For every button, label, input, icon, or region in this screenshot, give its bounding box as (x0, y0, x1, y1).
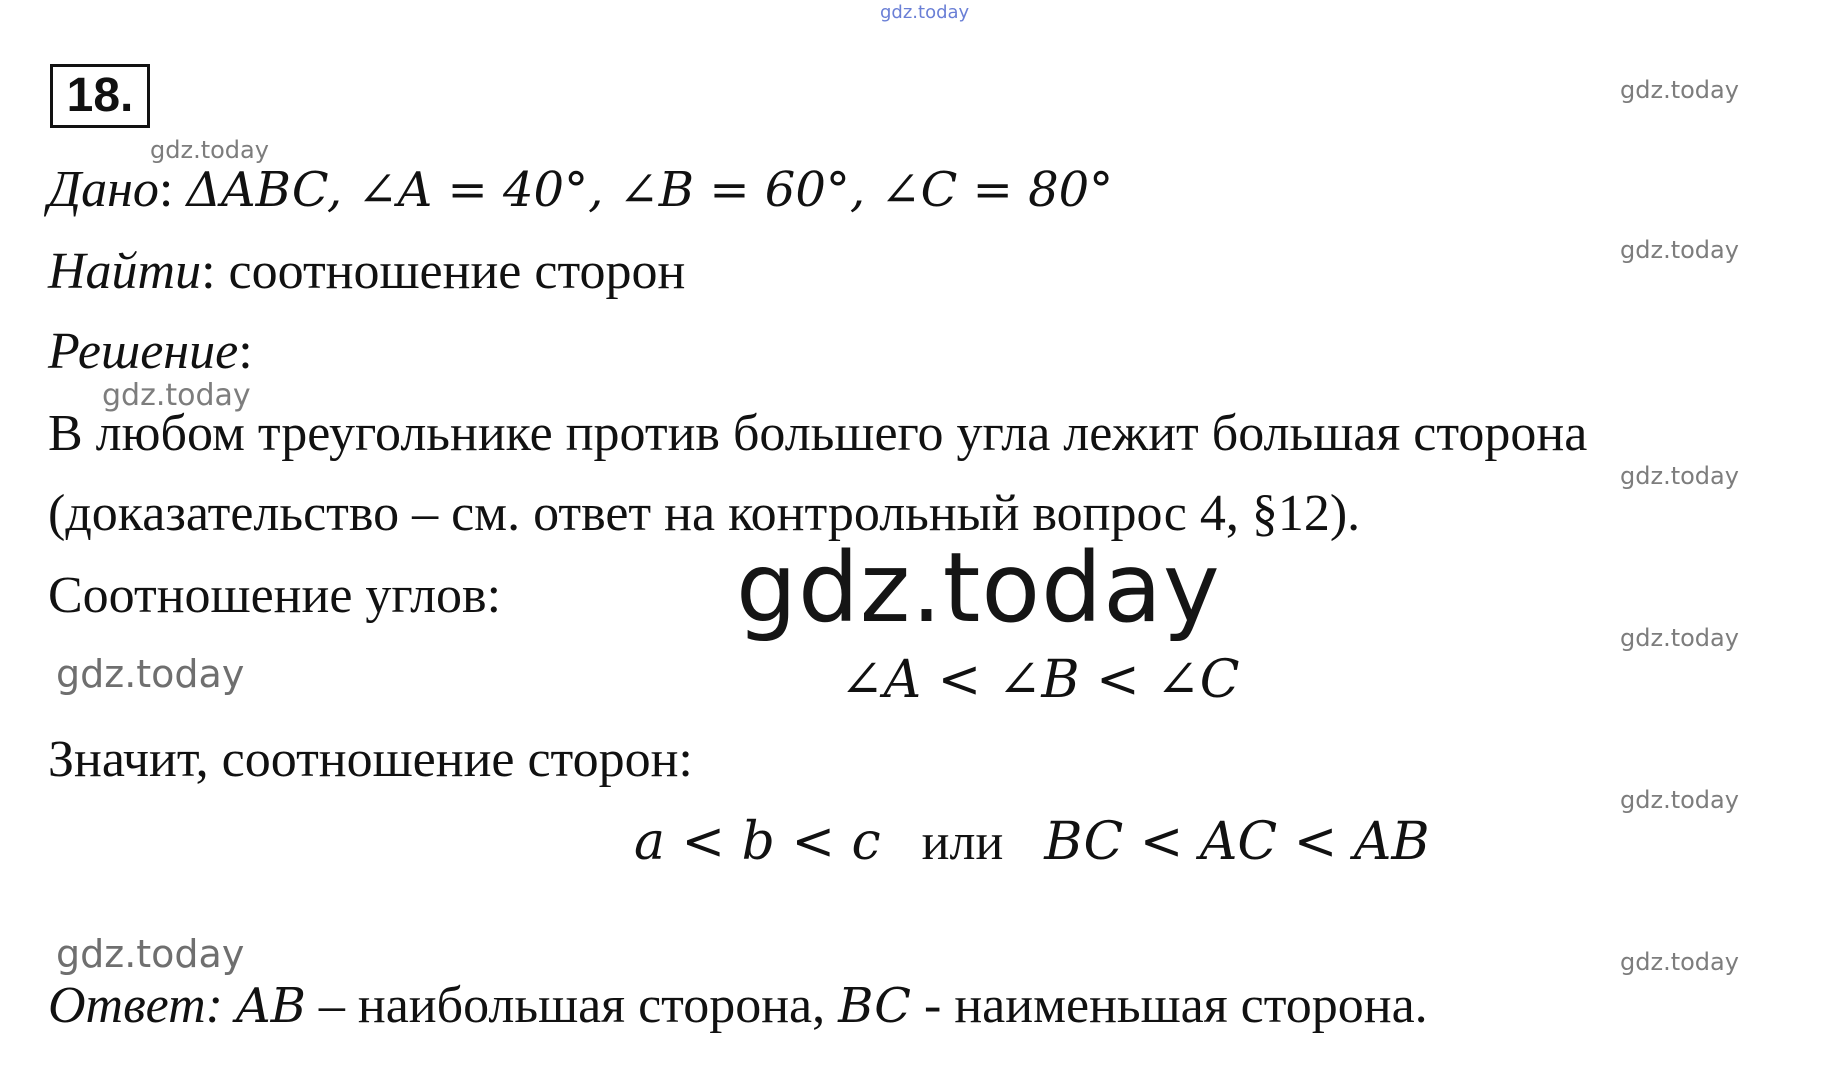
solution-label: Решение (48, 323, 239, 380)
watermark-right-1: gdz.today (1620, 76, 1739, 104)
watermark-right-5: gdz.today (1620, 786, 1739, 814)
answer-text-min: - наименьшая сторона. (911, 977, 1428, 1034)
angles-relation: ∠A < ∠B < ∠C (840, 650, 1240, 710)
answer-side-max: AB (235, 978, 306, 1034)
problem-number: 18. (50, 64, 150, 128)
sides-intro: Значит, соотношение сторон: (48, 731, 693, 788)
watermark-left-1: gdz.today (150, 136, 269, 164)
find-line (48, 242, 685, 302)
solution-separator: : (238, 323, 253, 380)
given-label: Дано (48, 161, 159, 218)
find-label: Найти (48, 243, 202, 300)
watermark-top: gdz.today (880, 2, 970, 23)
watermark-left-2: gdz.today (102, 378, 251, 413)
solution-paragraph-line-1: В любом треугольнике против большего угла лежит большая сторона (48, 405, 1588, 462)
answer-line (48, 976, 1428, 1036)
solution-paragraph-line-2: (доказательство – см. ответ на контрольный вопрос 4, §12). (48, 485, 1361, 542)
sides-relation-upper: BC < AC < AB (1044, 812, 1430, 872)
given-math: ΔABC, ∠A = 40°, ∠B = 60°, ∠C = 80° (186, 162, 1114, 218)
given-line (48, 160, 1113, 220)
watermark-left-4: gdz.today (56, 932, 245, 976)
watermark-right-4: gdz.today (1620, 624, 1739, 652)
sides-relation-lower: a < b < c (634, 812, 881, 872)
find-text: : соотношение сторон (201, 243, 686, 300)
answer-side-min: BC (838, 978, 912, 1034)
watermark-right-6: gdz.today (1620, 948, 1739, 976)
given-separator: : (158, 161, 174, 218)
sides-relation (634, 812, 1430, 873)
watermark-right-3: gdz.today (1620, 462, 1739, 490)
watermark-right-2: gdz.today (1620, 236, 1739, 264)
sides-relation-word: или (921, 814, 1004, 871)
angles-intro: Соотношение углов: (48, 567, 502, 624)
answer-text-max: – наибольшая сторона, (305, 977, 839, 1034)
solution-line (48, 322, 253, 382)
watermark-center: gdz.today (736, 532, 1221, 644)
watermark-left-3: gdz.today (56, 652, 245, 696)
answer-label: Ответ: (48, 977, 223, 1034)
